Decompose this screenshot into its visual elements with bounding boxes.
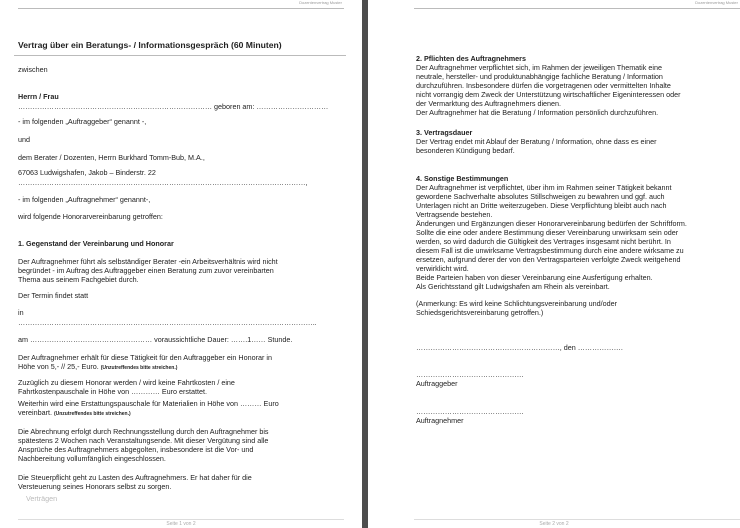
billing-line-3: Ansprüche des Auftragnehmers abgegolten, insbesondere ist die Vor- und (18, 445, 254, 454)
s2-line-1: Der Auftragnehmer verpflichtet sich, im Rahmen der jeweiligen Thematik eine (416, 63, 662, 72)
s2-line-5: der Vermarktung des Auftragnehmers dienen. (416, 99, 562, 108)
billing-line-2: spätestens 2 Wochen nach Veranstaltungsende. Mit dieser Vergütung sind alle (18, 436, 269, 445)
s4-line-1: Der Auftragnehmer ist verpflichtet, über ihm im Rahmen seiner Tätigkeit bekannt (416, 183, 672, 192)
travel-line-1: Zuzüglich zu diesem Honorar werden / wird keine Fahrtkosten / eine (18, 378, 235, 387)
signature-line-auftragnehmer: ……………………………………… (416, 407, 524, 416)
party2-name: dem Berater / Dozenten, Herrn Burkhard Tomm-Bub, M.A., (18, 153, 205, 162)
signature-label-auftraggeber: Auftraggeber (416, 379, 458, 388)
signature-label-auftragnehmer: Auftragnehmer (416, 416, 464, 425)
party2-address: 67063 Ludwigshafen, Jakob – Binderstr. 22 (18, 168, 156, 177)
s1-line-3: Thema aus seinem Fachgebiet durch. (18, 275, 139, 284)
fee-amount: Höhe von 5,- // 25,- Euro. (18, 362, 99, 371)
document-page-1 (0, 0, 362, 528)
page-number: Seite 2 von 2 (539, 521, 569, 527)
s4-line-11: Beide Parteien haben von dieser Vereinbarung eine Ausfertigung erhalten. (416, 273, 653, 282)
s2-line-4: nicht vorrangig dem Zweck der Unterstützung wirtschaftlicher Eigeninteressen oder (416, 90, 681, 99)
auftragnehmer-designation: - im folgenden „Auftragnehmer“ genannt-, (18, 195, 151, 204)
header-label: Dozentenvertrag Muster (695, 0, 738, 5)
material-line-2 (18, 409, 131, 419)
material-strike-note: (Unzutreffendes bitte streichen.) (53, 411, 131, 417)
s4-line-8: diesem Fall ist die unwirksame Vertragsbestimmung durch eine andere wirksame zu (416, 246, 684, 255)
note-line-2: Schiedsgerichtsvereinbarung getroffen.) (416, 308, 544, 317)
s2-line-2: neutrale, hersteller- und produktunabhängige fachliche Beratung / Information (416, 72, 663, 81)
s4-line-6: Sollte die eine oder andere Bestimmung dieser Vereinbarung unwirksam sein oder (416, 228, 679, 237)
header-label: Dozentenvertrag Muster (299, 0, 342, 5)
header-rule (18, 8, 344, 9)
footer-rule (414, 519, 740, 520)
page-number: Seite 1 von 2 (166, 521, 196, 527)
party1-fill-line: ……………………………………………………………………… geboren am: ………………………… (18, 102, 329, 111)
location-fill-line: …………………………………………………………………………………………………………….. (18, 318, 317, 327)
text-und: und (18, 135, 30, 144)
date-duration-line: am …………………………………………… voraussichtliche Dauer: …….1…… Stunde. (18, 335, 293, 344)
termin-text: Der Termin findet statt (18, 291, 89, 300)
billing-line-4: Nachbereitung vollumfänglich eingeschlossen. (18, 454, 166, 463)
header-rule (414, 8, 740, 9)
in-label: in (18, 308, 24, 317)
agreement-intro: wird folgende Honorarvereinbarung getroffen: (18, 212, 163, 221)
s4-line-5: Änderungen und Ergänzungen dieser Honorarvereinbarung bedürfen der Schriftform. (416, 219, 687, 228)
billing-line-1: Die Abrechnung erfolgt durch Rechnungsstellung durch den Auftragnehmer bis (18, 427, 269, 436)
s4-line-3: Unterlagen nicht an Dritte weiterzugeben. Diese Verpflichtung bleibt auch nach (416, 201, 667, 210)
s3-line-2: besonderen Kündigung bedarf. (416, 146, 515, 155)
note-line-1: (Anmerkung: Es wird keine Schlichtungsvereinbarung und/oder (416, 299, 617, 308)
fee-line-2 (18, 363, 177, 373)
document-page-2 (368, 0, 740, 528)
s3-line-1: Der Vertrag endet mit Ablauf der Beratung / Information, ohne dass es einer (416, 137, 657, 146)
text-zwischen: zwischen (18, 65, 48, 74)
s4-line-2: gewordene Sachverhalte absolutes Stillschweigen zu bewahren und ggf. auch (416, 192, 665, 201)
s2-line-6: Der Auftragnehmer hat die Beratung / Information persönlich durchzuführen. (416, 108, 659, 117)
party2-fill-line: …………………………………………………………………………………………………………, (18, 178, 308, 187)
s4-line-9: ersetzen, aufgrund derer der von den Vertragsparteien verfolgte Zweck weitgehend (416, 255, 681, 264)
s4-line-7: werden, so wird dadurch die Gültigkeit des Vertrages insgesamt nicht berührt. In (416, 237, 671, 246)
contract-title: Vertrag über ein Beratungs- / Informationsgespräch (60 Minuten) (18, 40, 282, 50)
s2-line-3: durchzuführen. Insbesondere dürfen die vorgetragenen oder vermittelten Inhalte (416, 81, 671, 90)
faded-watermark-text: Verträgen (26, 494, 58, 503)
party1-heading: Herrn / Frau (18, 92, 59, 101)
tax-line-2: Versteuerung seines Honorars selbst zu sorgen. (18, 482, 172, 491)
signature-place-date: ……………………………………………………, den ………………. (416, 343, 623, 352)
auftraggeber-designation: - im folgenden „Auftraggeber“ genannt -, (18, 117, 147, 126)
s4-line-12: Als Gerichtsstand gilt Ludwigshafen am Rhein als vereinbart. (416, 282, 610, 291)
s1-line-2: begründet - im Auftrag des Auftraggeber einen Beratung zum zuvor vereinbarten (18, 266, 274, 275)
section1-heading: 1. Gegenstand der Vereinbarung und Honorar (18, 239, 174, 248)
tax-line-1: Die Steuerpflicht geht zu Lasten des Auftragnehmers. Er hat daher für die (18, 473, 252, 482)
footer-rule (18, 519, 344, 520)
fee-line-1: Der Auftragnehmer erhält für diese Tätigkeit für den Auftraggeber ein Honorar in (18, 353, 272, 362)
fee-strike-note: (Unzutreffendes bitte streichen.) (100, 365, 178, 371)
s4-line-4: Vertragsende bestehen. (416, 210, 493, 219)
title-rule (14, 55, 346, 56)
material-line-1: Weiterhin wird eine Erstattungspauschale für Materialien in Höhe von ……… Euro (18, 399, 279, 408)
section4-heading: 4. Sonstige Bestimmungen (416, 174, 509, 183)
signature-line-auftraggeber: ……………………………………… (416, 370, 524, 379)
material-agreed: vereinbart. (18, 408, 52, 417)
s1-line-1: Der Auftragnehmer führt als selbständiger Berater -ein Arbeitsverhältnis wird nicht (18, 257, 278, 266)
s4-line-10: verwirklicht wird. (416, 264, 469, 273)
travel-line-2: Fahrtkostenpauschale in Höhe von ………… Euro erstattet. (18, 387, 207, 396)
section2-heading: 2. Pflichten des Auftragnehmers (416, 54, 526, 63)
section3-heading: 3. Vertragsdauer (416, 128, 473, 137)
